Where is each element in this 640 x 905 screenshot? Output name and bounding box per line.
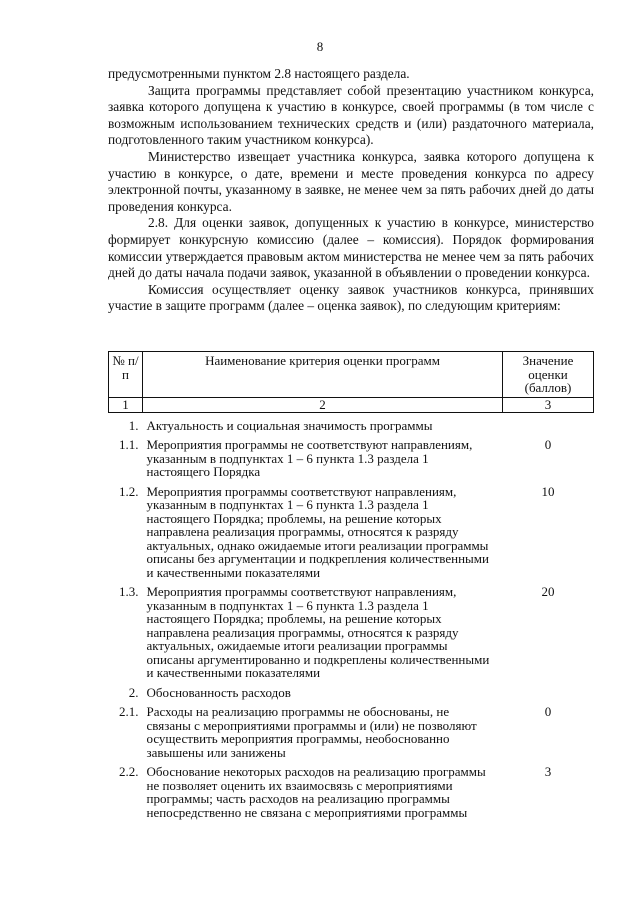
row-value: 10 (541, 483, 555, 499)
table-row (109, 686, 594, 700)
row-number: 1.2. (119, 483, 139, 499)
body-text (108, 66, 594, 315)
column-numbers-row (109, 397, 594, 412)
header-num: № п/п (109, 352, 143, 398)
row-criterion: Обоснованность расходов (146, 684, 291, 700)
paragraph: предусмотренными пунктом 2.8 настоящего раздела. (108, 66, 410, 81)
column-number: 3 (503, 397, 594, 412)
column-number: 1 (109, 397, 143, 412)
table-row (109, 585, 594, 680)
table-row (109, 765, 594, 819)
table-row (109, 419, 594, 433)
row-number: 2. (128, 684, 139, 700)
row-criterion: Актуальность и социальная значимость программы (146, 417, 433, 433)
row-number: 2.1. (119, 704, 139, 719)
paragraph: Комиссия осуществляет оценку заявок участников конкурса, принявших участие в защите программ (далее – оценка заявок), по следующим критериям: (108, 281, 594, 314)
row-number: 1. (128, 417, 139, 433)
row-value: 3 (544, 764, 552, 779)
table-row (109, 485, 594, 580)
criteria-table (108, 351, 594, 819)
row-value: 0 (544, 704, 552, 719)
row-value (503, 419, 594, 433)
header-value: Значение оценки (баллов) (503, 352, 594, 398)
row-criterion: Обоснование некоторых расходов на реализацию программы не позволяет оценить их взаимосвязь с мероприятиями программы; часть расходов на реализацию программы непосредственно не связана с мероприятиями программы (146, 764, 486, 820)
row-number: 1.1. (119, 437, 139, 452)
row-number: 2.2. (119, 764, 139, 779)
paragraph: Министерство извещает участника конкурса, заявка которого допущена к участию в конкурсе, о дате, времени и месте проведения конкурса по адресу электронной почты, указанному в заявке, не менее чем за пять рабочих дней до даты проведения конкурса. (108, 148, 594, 214)
table-header-row (109, 352, 594, 398)
row-criterion: Мероприятия программы не соответствуют направлениям, указанным в подпунктах 1 – 6 пункта 1.3 раздела 1 настоящего Порядка (146, 437, 473, 479)
row-value: 20 (541, 584, 555, 599)
row-value (503, 686, 594, 700)
page-number: 8 (316, 39, 324, 54)
table-row (109, 438, 594, 479)
column-number: 2 (143, 397, 503, 412)
row-criterion: Мероприятия программы соответствуют направлениям, указанным в подпунктах 1 – 6 пункта 1.3 раздела 1 настоящего Порядка; проблемы, на решение которых направлена реализация программы, относятся к разряду актуальных, однако ожидаемые итоги реализации программы описаны без аргументации и подкрепления количественными и качественными показателями (146, 483, 489, 580)
row-criterion: Мероприятия программы соответствуют направлениям, указанным в подпунктах 1 – 6 пункта 1.3 раздела 1 настоящего Порядка; проблемы, на решение которых направлена реализация программы, относятся к разряду актуальных, ожидаемые итоги реализации программы описаны аргументированно и подкреплены количественными и качественными показателями (146, 584, 490, 680)
row-value: 0 (544, 437, 552, 452)
paragraph: 2.8. Для оценки заявок, допущенных к участию в конкурсе, министерство формирует конкурсную комиссию (далее – комиссия). Порядок формирования комиссии утверждается правовым актом министерства не менее чем за пять рабочих дней до даты начала подачи заявок, указанной в объявлении о проведении конкурса. (108, 215, 594, 281)
row-number: 1.3. (119, 584, 139, 599)
row-criterion: Расходы на реализацию программы не обоснованы, не связаны с мероприятиями программы и (или) не позволяют осуществить мероприятия программы, необоснованно завышены или занижены (146, 704, 477, 760)
header-criterion: Наименование критерия оценки программ (143, 352, 503, 398)
table-row (109, 705, 594, 759)
paragraph: Защита программы представляет собой презентацию участником конкурса, заявка которого допущена к участию в конкурсе, своей программы (в том числе с возможным использованием технических средств и (или) раздаточного материала, подготовленного таким участником конкурса). (108, 82, 594, 148)
